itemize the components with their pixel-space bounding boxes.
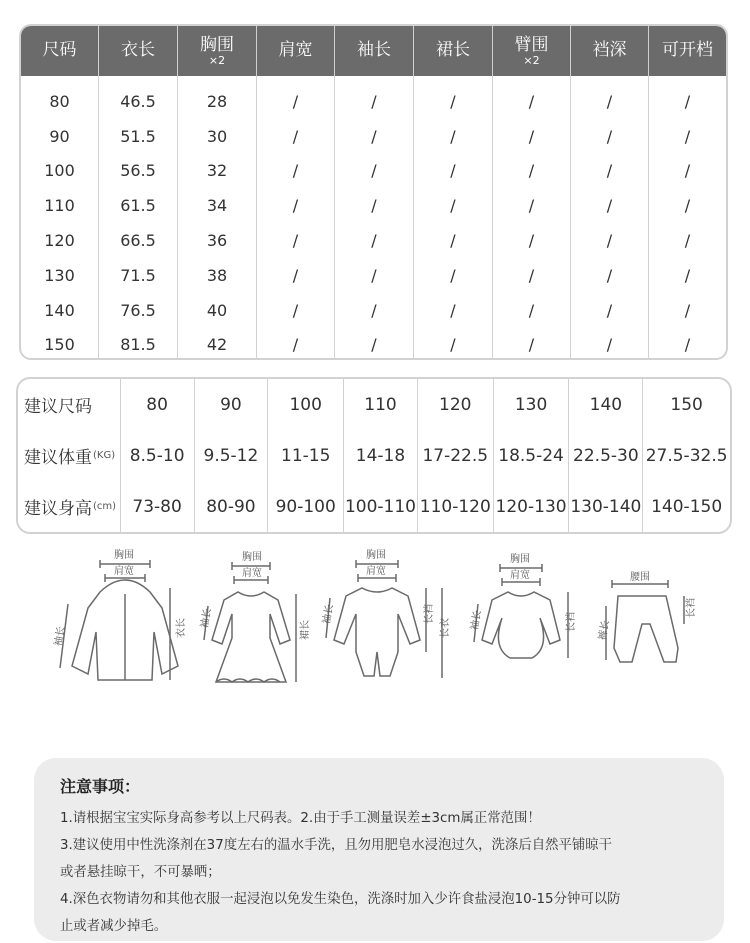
recommend-table [16,377,732,534]
size-table-body [21,76,726,360]
recommend-column [268,379,344,532]
table-cell: / [450,91,456,111]
size-column [335,76,414,360]
table-cell: 9.5-12 [203,445,259,466]
table-cell: 150 [44,335,75,355]
table-cell: 30 [206,126,228,146]
table-cell: / [684,335,691,355]
table-cell: 8.5-10 [129,445,185,466]
note-line: 3.建议使用中性洗涤剂在37度左右的温水手洗，且勿用肥皂水浸泡过久，洗涤后自然平铺晾干 [60,838,613,853]
dress-icon [200,548,310,698]
table-cell: 130 [44,265,75,285]
table-cell: 40 [206,300,228,320]
table-cell: / [684,265,691,285]
hooded-jacket-icon [50,548,190,698]
table-cell: 71.5 [120,265,156,285]
dress-illustration [200,548,310,698]
table-cell: 81.5 [120,335,156,355]
table-cell: 36 [206,231,228,251]
header-shoulder: 肩宽 [257,26,335,76]
table-cell: 100 [289,394,322,415]
table-cell: / [450,335,456,355]
svg-text:长裆: 长裆 [686,598,697,618]
svg-text:胸围: 胸围 [114,550,134,561]
table-cell: / [528,196,535,216]
table-cell: / [450,196,456,216]
header-chest: 胸围 ×2 [178,26,257,76]
note-line: 4.深色衣物请勿和其他衣服一起浸泡以免发生染色，洗涤时加入少许食盐浸泡10-15分钟可以防 [60,892,621,907]
table-cell: / [684,161,691,181]
table-cell: 110 [364,394,397,415]
table-cell: 51.5 [120,126,156,146]
table-cell: / [371,126,377,146]
table-cell: / [684,126,691,146]
size-column [649,76,726,360]
table-cell: 66.5 [120,231,156,251]
table-cell: 14-18 [355,445,406,466]
table-cell: / [371,196,377,216]
svg-text:肩宽: 肩宽 [510,570,530,581]
table-cell: 100 [44,161,75,181]
size-column [99,76,178,360]
table-cell: 28 [206,91,228,111]
pants-icon [598,548,708,698]
table-cell: 46.5 [120,91,156,111]
table-cell: / [528,300,535,320]
table-cell: / [528,161,535,181]
table-cell: 120-130 [495,496,567,517]
table-cell: / [292,126,299,146]
note-line: 止或者减少掉毛。 [60,919,168,934]
svg-text:袖长: 袖长 [199,607,214,630]
table-cell: / [606,196,613,216]
table-cell: 42 [206,335,228,355]
table-cell: / [606,335,613,355]
svg-text:裤长: 裤长 [597,619,612,642]
table-cell: / [292,91,299,111]
table-cell: / [292,300,299,320]
table-cell: 17-22.5 [422,445,489,466]
table-cell: / [606,231,613,251]
header-skirt-length: 裙长 [414,26,493,76]
table-cell: 90 [220,394,242,415]
table-cell: 22.5-30 [573,445,639,466]
table-cell: 34 [206,196,228,216]
table-cell: 76.5 [120,300,156,320]
svg-text:肩宽: 肩宽 [242,568,262,579]
table-cell: 110-120 [419,496,491,517]
table-cell: 61.5 [120,196,156,216]
table-cell: 18.5-24 [498,445,564,466]
table-cell: / [606,265,613,285]
table-cell: / [292,265,299,285]
table-cell: / [450,300,456,320]
header-crotch: 裆深 [571,26,649,76]
table-cell: / [606,161,613,181]
label-recommend-size: 建议尺码 [24,397,92,417]
recommend-column [121,379,195,532]
table-cell: 32 [206,161,228,181]
table-cell: 73-80 [132,496,182,517]
size-column [257,76,335,360]
recommend-column [418,379,494,532]
svg-text:长衣: 长衣 [440,618,451,638]
table-cell: / [528,91,535,111]
svg-text:胸围: 胸围 [510,554,530,565]
table-cell: 140-150 [651,496,723,517]
recommend-label-column [18,379,121,532]
table-cell: 90 [49,126,70,146]
table-cell: 11-15 [281,445,331,466]
size-column [571,76,649,360]
table-cell: / [371,335,377,355]
recommend-column [569,379,643,532]
svg-text:袖长: 袖长 [321,603,336,626]
care-notes [34,758,724,941]
svg-text:长裆: 长裆 [424,604,435,624]
table-cell: / [528,126,535,146]
table-cell: / [684,300,691,320]
table-cell: / [371,91,377,111]
table-cell: 38 [206,265,228,285]
table-cell: / [684,91,691,111]
label-recommend-weight: 建议体重 (KG) [24,448,116,468]
recommend-column [643,379,730,532]
table-cell: / [371,231,377,251]
romper-illustration [470,548,590,698]
svg-text:肩宽: 肩宽 [114,566,134,577]
table-cell: 120 [44,231,75,251]
table-cell: / [371,161,377,181]
svg-text:袖长: 袖长 [469,609,484,632]
size-table-header [21,26,726,76]
table-cell: / [528,335,535,355]
hooded-jacket-illustration [50,548,190,698]
table-cell: 80-90 [206,496,256,517]
table-cell: / [450,126,456,146]
table-cell: / [450,231,456,251]
size-column [178,76,257,360]
pants-illustration [598,548,708,698]
note-line: 1.请根据宝宝实际身高参考以上尺码表。2.由于手工测量误差±3cm属正常范围！ [60,811,541,826]
header-length: 衣长 [99,26,178,76]
table-cell: 100-110 [344,496,416,517]
header-arm: 臂围 ×2 [493,26,571,76]
jumpsuit-illustration [318,548,458,698]
table-cell: 90-100 [275,496,336,517]
table-cell: / [528,231,535,251]
garment-illustrations [0,548,750,698]
romper-icon [470,548,590,698]
svg-text:胸围: 胸围 [242,552,262,563]
notes-title: 注意事项： [60,777,141,796]
table-cell: 130 [514,394,548,415]
size-table [19,24,728,360]
table-cell: / [528,265,535,285]
size-column [493,76,571,360]
table-cell: / [684,196,691,216]
table-cell: 120 [439,394,472,415]
table-cell: 80 [146,394,168,415]
table-cell: 140 [589,394,623,415]
svg-text:肩宽: 肩宽 [366,566,386,577]
table-cell: 140 [44,300,75,320]
table-cell: / [371,265,377,285]
table-cell: / [450,161,456,181]
table-cell: 56.5 [120,161,156,181]
table-cell: / [371,300,377,320]
table-cell: 27.5-32.5 [645,445,728,466]
label-recommend-height: 建议身高 (cm) [24,499,117,519]
header-open-crotch: 可开档 [662,40,713,61]
table-cell: 110 [44,196,75,216]
table-cell: / [606,91,613,111]
size-column [21,76,99,360]
header-sleeve: 袖长 [335,26,414,76]
svg-text:裙长: 裙长 [300,620,311,640]
jumpsuit-icon [318,548,458,698]
note-line: 或者悬挂晾干，不可暴晒； [60,865,221,880]
table-cell: / [606,300,613,320]
table-cell: / [606,126,613,146]
table-cell: / [684,231,691,251]
table-cell: 80 [49,91,70,111]
svg-text:衣长: 衣长 [176,618,187,638]
table-cell: 150 [670,394,703,415]
svg-text:胸围: 胸围 [366,550,386,561]
table-cell: / [292,161,299,181]
table-cell: / [292,231,299,251]
svg-text:长裆: 长裆 [566,612,577,632]
table-cell: / [292,335,299,355]
recommend-column [195,379,269,532]
recommend-column [344,379,418,532]
svg-text:袖长: 袖长 [53,625,68,648]
table-cell: / [450,265,456,285]
svg-text:腰围: 腰围 [630,572,650,583]
size-column [414,76,493,360]
table-cell: 130-140 [570,496,642,517]
recommend-column [494,379,570,532]
table-cell: / [292,196,299,216]
header-size: 尺码 [21,26,99,76]
